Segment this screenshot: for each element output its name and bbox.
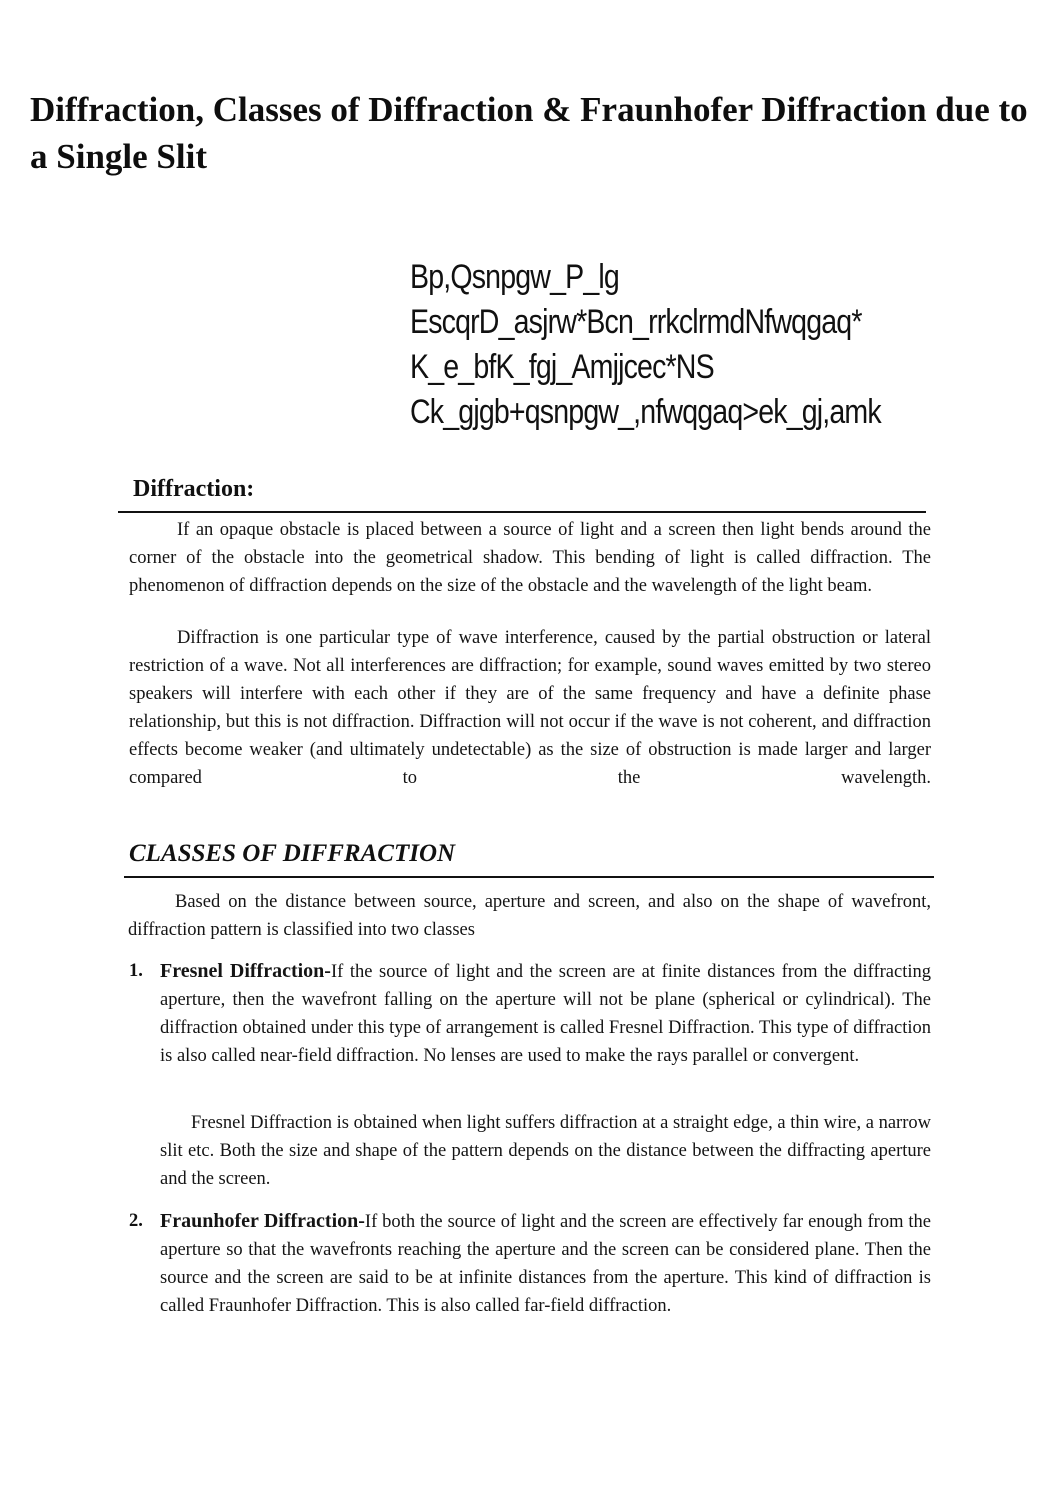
paragraph: Based on the distance between source, aperture and screen, and also on the shape of wavefront, diffraction pattern is classified into two classes [128,892,931,940]
list-item-text: If the source of light and the screen are at finite distances from the diffracting aperture, then the wavefront falling on the aperture will not be plane (spherical or cylindrical). The diffraction obtained under this type of arrangement is called Fresnel Diffraction. This type of diffraction is also called near-field diffraction. No lenses are used to make the rays parallel or convergent. [160,962,931,1066]
list-item [160,957,931,1070]
list-item [160,1207,931,1320]
paragraph: If an opaque obstacle is placed between a source of light and a screen then light bends around the corner of the obstacle into the geometrical shadow. This bending of light is called diffraction. The phenomenon of diffraction depends on the size of the obstacle and the wavelength of the light beam. [129,520,931,596]
page-title: Diffraction, Classes of Diffraction & Fraunhofer Diffraction due to a Single Slit [30,90,1028,176]
section-heading-diffraction: Diffraction: [133,476,255,502]
list-number: 1. [129,961,143,981]
list-item-lead: Fresnel Diffraction- [160,960,331,982]
author-line: K_e_bfK_fgj_Amjjcec*NS [410,348,714,386]
list-number: 2. [129,1211,143,1231]
author-line: EscqrD_asjrw*Bcn_rrkclrmdNfwqgaq* [410,303,862,341]
list-item-text: If both the source of light and the screen are effectively far enough from the aperture so that the wavefronts reaching the aperture and the screen can be considered plane. Then the source and the screen are said to be at infinite distances from the aperture. This kind of diffraction is called Fraunhofer Diffraction. This is also called far-field diffraction. [160,1212,932,1316]
heading-underline [118,511,926,513]
section-heading-classes: CLASSES OF DIFFRACTION [129,840,456,867]
author-line: Bp,Qsnpgw_P_lg [410,258,619,296]
list-item-lead: Fraunhofer Diffraction- [160,1210,365,1232]
author-block [410,255,914,435]
list-item-continuation: Fresnel Diffraction is obtained when light suffers diffraction at a straight edge, a thin wire, a narrow slit etc. Both the size and shape of the pattern depends on the distance between the diffracting aperture and the screen. [160,1113,931,1189]
author-line: Ck_gjgb+qsnpgw_,nfwqgaq>ek_gj,amk [410,393,881,431]
heading-underline [124,876,934,878]
paragraph: Diffraction is one particular type of wave interference, caused by the partial obstruction or lateral restriction of a wave. Not all interferences are diffraction; for example, sound waves emitted by two stereo speakers will interfere with each other if they are of the same frequency and have a definite phase relationship, but this is not diffraction. Diffraction will not occur if the wave is not coherent, and diffraction effects become weaker (and ultimately undetectable) as the size of obstruction is made larger and larger compared to the wavelength. [129,628,931,788]
